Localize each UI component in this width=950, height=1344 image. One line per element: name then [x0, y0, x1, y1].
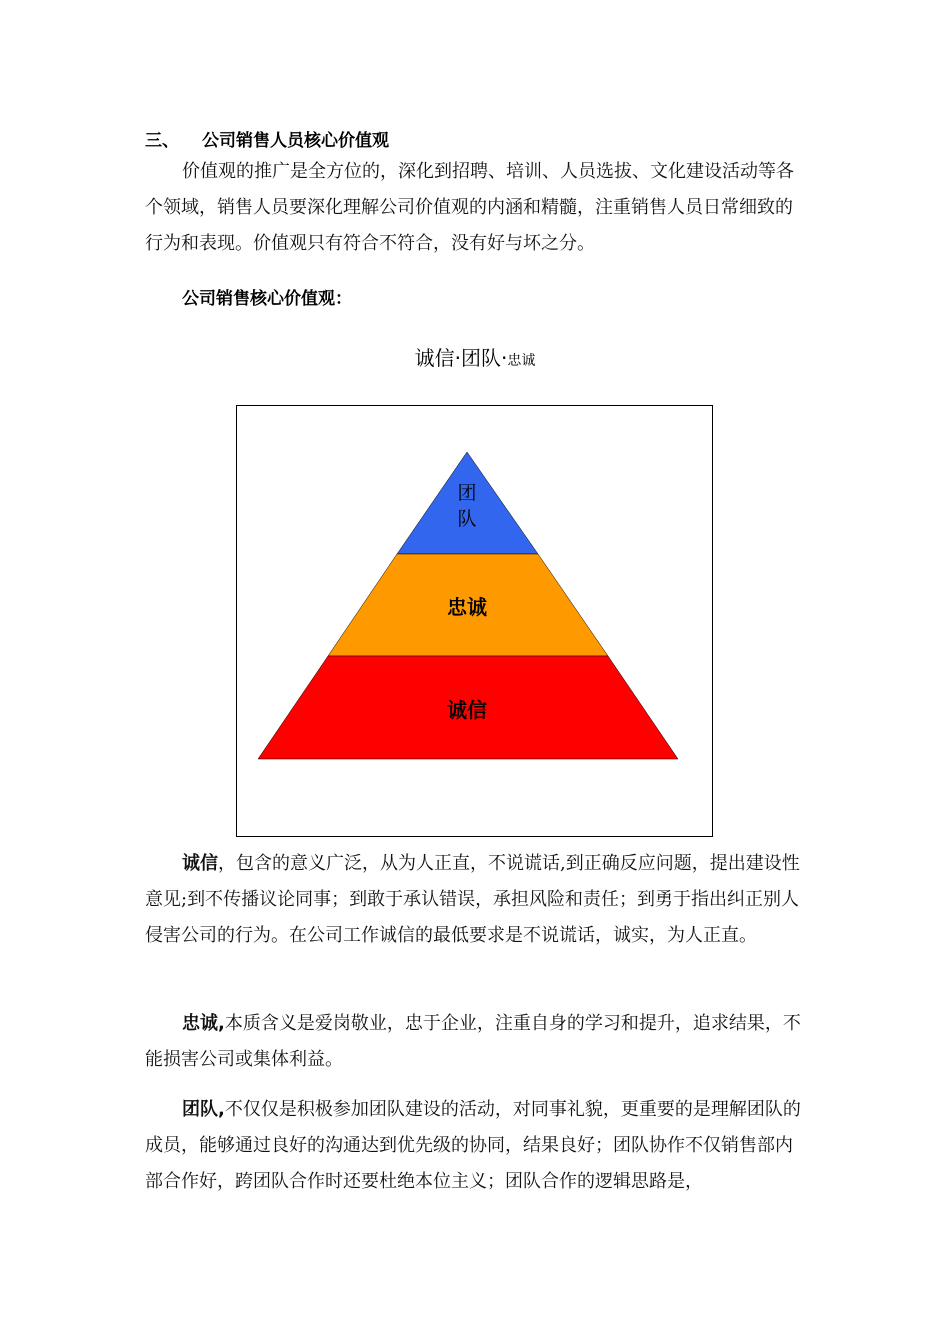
intro-paragraph [145, 154, 810, 262]
definition-loyalty-text: 本质含义是爱岗敬业，忠于企业，注重自身的学习和提升，追求结果，不能损害公司或集体利益。 [145, 1013, 801, 1070]
definition-integrity-text: ，包含的意义广泛，从为人正直，不说谎话,到正确反应问题，提出建设性意见;到不传播议论同事；到敢于承认错误，承担风险和责任；到勇于指出纠正别人侵害公司的行为。在公司工作诚信的最低要求是不说谎话，诚实，为人正直。 [145, 853, 800, 946]
pyramid-top-label-line1: 团 [457, 482, 477, 504]
definition-team [145, 1092, 810, 1200]
diagram-title [0, 342, 950, 371]
pyramid-middle-label: 忠诚 [447, 595, 487, 619]
definition-team-text: 不仅仅是积极参加团队建设的活动，对同事礼貌，更重要的是理解团队的成员，能够通过良好的沟通达到优先级的协同，结果良好；团队协作不仅销售部内部合作好，跨团队合作时还要杜绝本位主义；团队合作的逻辑思路是， [145, 1099, 801, 1192]
definition-integrity [145, 846, 810, 954]
diagram-title-main: 诚信·团队· [414, 346, 508, 370]
definition-loyalty-term: 忠诚, [182, 1013, 225, 1034]
intro-paragraph-text: 价值观的推广是全方位的，深化到招聘、培训、人员选拔、文化建设活动等各个领域，销售人员要深化理解公司价值观的内涵和精髓，注重销售人员日常细致的行为和表现。价值观只有符合不符合，没有好与坏之分。 [145, 161, 794, 254]
diagram-title-small: 忠诚 [507, 353, 536, 369]
section-title: 公司销售人员核心价值观 [202, 131, 389, 151]
section-number: 三、 [145, 131, 179, 151]
core-values-subheading: 公司销售核心价值观： [182, 289, 352, 309]
pyramid-diagram-frame [236, 405, 713, 837]
section-heading [145, 126, 389, 151]
pyramid-diagram [237, 406, 712, 836]
pyramid-bottom-label: 诚信 [447, 698, 487, 722]
definition-integrity-term: 诚信 [182, 853, 218, 874]
definition-team-term: 团队, [182, 1099, 225, 1120]
definition-loyalty [145, 1006, 810, 1078]
pyramid-top-label-line2: 队 [457, 508, 477, 530]
